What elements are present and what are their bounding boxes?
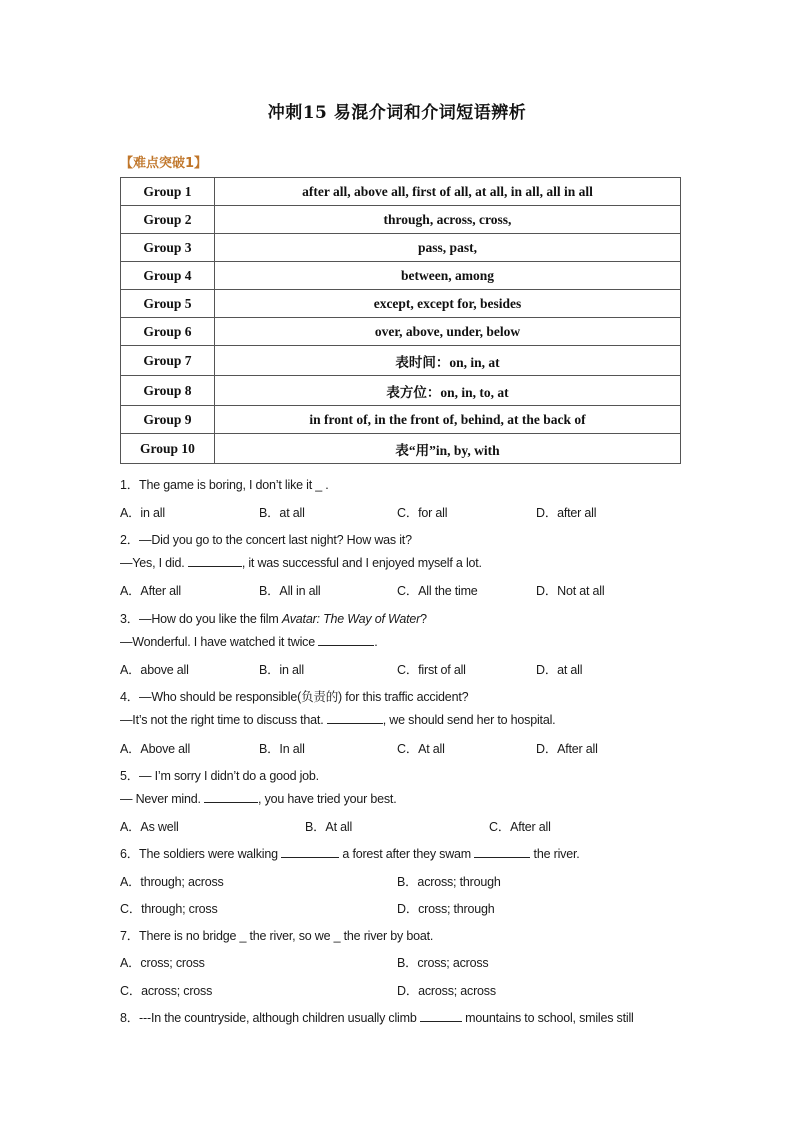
- option-a: A．in all: [120, 506, 165, 520]
- option-d: D．across; across: [397, 984, 496, 998]
- group-content: in front of, in the front of, behind, at the back of: [215, 406, 681, 434]
- question-4: 4．—Who should be responsible(负责的) for this traffic accident?: [120, 690, 469, 704]
- table-row: [121, 290, 681, 318]
- answer-blank: [281, 847, 339, 858]
- group-content: except, except for, besides: [215, 290, 681, 318]
- group-content: between, among: [215, 262, 681, 290]
- table-row: [121, 262, 681, 290]
- question-5: 5．— I’m sorry I didn’t do a good job.: [120, 769, 319, 783]
- option-c: C．All the time: [397, 584, 478, 598]
- option-b: B．in all: [259, 663, 304, 677]
- group-content: 表“用”in, by, with: [215, 434, 681, 464]
- option-b: B．at all: [259, 506, 305, 520]
- group-label: Group 9: [121, 406, 215, 434]
- answer-blank: [327, 713, 383, 724]
- question-4-answer-line: —It’s not the right time to discuss that. , we should send her to hospital.: [120, 713, 556, 727]
- option-a: A．through; across: [120, 875, 224, 889]
- table-row: [121, 346, 681, 376]
- group-content: over, above, under, below: [215, 318, 681, 346]
- group-label: Group 2: [121, 206, 215, 234]
- option-b: B．All in all: [259, 584, 321, 598]
- option-c: C．At all: [397, 742, 445, 756]
- table-row: [121, 178, 681, 206]
- table-row: [121, 234, 681, 262]
- question-3: 3．—How do you like the film Avatar: The Way of Water?: [120, 612, 427, 626]
- question-2: 2．—Did you go to the concert last night? How was it?: [120, 533, 412, 547]
- option-d: D．cross; through: [397, 902, 495, 916]
- question-1: 1．The game is boring, I don’t like it _ .: [120, 478, 329, 492]
- option-d: D．Not at all: [536, 584, 605, 598]
- group-label: Group 10: [121, 434, 215, 464]
- option-c: C．for all: [397, 506, 448, 520]
- option-a: A．After all: [120, 584, 182, 598]
- group-label: Group 3: [121, 234, 215, 262]
- group-content: 表方位：on, in, to, at: [215, 376, 681, 406]
- option-c: C．across; cross: [120, 984, 213, 998]
- answer-blank: [318, 635, 374, 646]
- option-b: B．across; through: [397, 875, 501, 889]
- question-3-answer-line: —Wonderful. I have watched it twice .: [120, 635, 378, 649]
- group-content: pass, past,: [215, 234, 681, 262]
- group-label: Group 1: [121, 178, 215, 206]
- option-a: A．As well: [120, 820, 179, 834]
- question-7: 7．There is no bridge _ the river, so we _ the river by boat.: [120, 929, 434, 943]
- question-2-answer-line: —Yes, I did. , it was successful and I enjoyed myself a lot.: [120, 556, 482, 570]
- table-row: [121, 406, 681, 434]
- table-row: [121, 434, 681, 464]
- group-label: Group 4: [121, 262, 215, 290]
- answer-blank: [188, 556, 242, 567]
- option-d: D．after all: [536, 506, 597, 520]
- answer-blank: [420, 1011, 462, 1022]
- groups-table: [120, 177, 681, 464]
- option-c: C．first of all: [397, 663, 466, 677]
- table-row: [121, 206, 681, 234]
- question-6: 6．The soldiers were walking a forest after they swam the river.: [120, 847, 580, 861]
- question-8: 8．---In the countryside, although children usually climb mountains to school, smiles still: [120, 1011, 634, 1025]
- group-content: after all, above all, first of all, at all, in all, all in all: [215, 178, 681, 206]
- option-c: C．through; cross: [120, 902, 218, 916]
- option-b: B．At all: [305, 820, 353, 834]
- page-title: 冲刺15 易混介词和介词短语辨析: [267, 103, 527, 123]
- table-row: [121, 318, 681, 346]
- option-d: D．at all: [536, 663, 583, 677]
- group-label: Group 6: [121, 318, 215, 346]
- group-label: Group 7: [121, 346, 215, 376]
- option-b: B．In all: [259, 742, 305, 756]
- option-a: A．Above all: [120, 742, 191, 756]
- option-a: A．above all: [120, 663, 189, 677]
- option-a: A．cross; cross: [120, 956, 205, 970]
- group-label: Group 5: [121, 290, 215, 318]
- answer-blank: [204, 792, 258, 803]
- table-row: [121, 376, 681, 406]
- option-b: B．cross; across: [397, 956, 489, 970]
- group-content: 表时间：on, in, at: [215, 346, 681, 376]
- group-content: through, across, cross,: [215, 206, 681, 234]
- option-d: D．After all: [536, 742, 598, 756]
- group-label: Group 8: [121, 376, 215, 406]
- section-label: 【难点突破1】: [120, 156, 208, 171]
- answer-blank: [474, 847, 530, 858]
- option-c: C．After all: [489, 820, 551, 834]
- question-5-answer-line: — Never mind. , you have tried your best.: [120, 792, 397, 806]
